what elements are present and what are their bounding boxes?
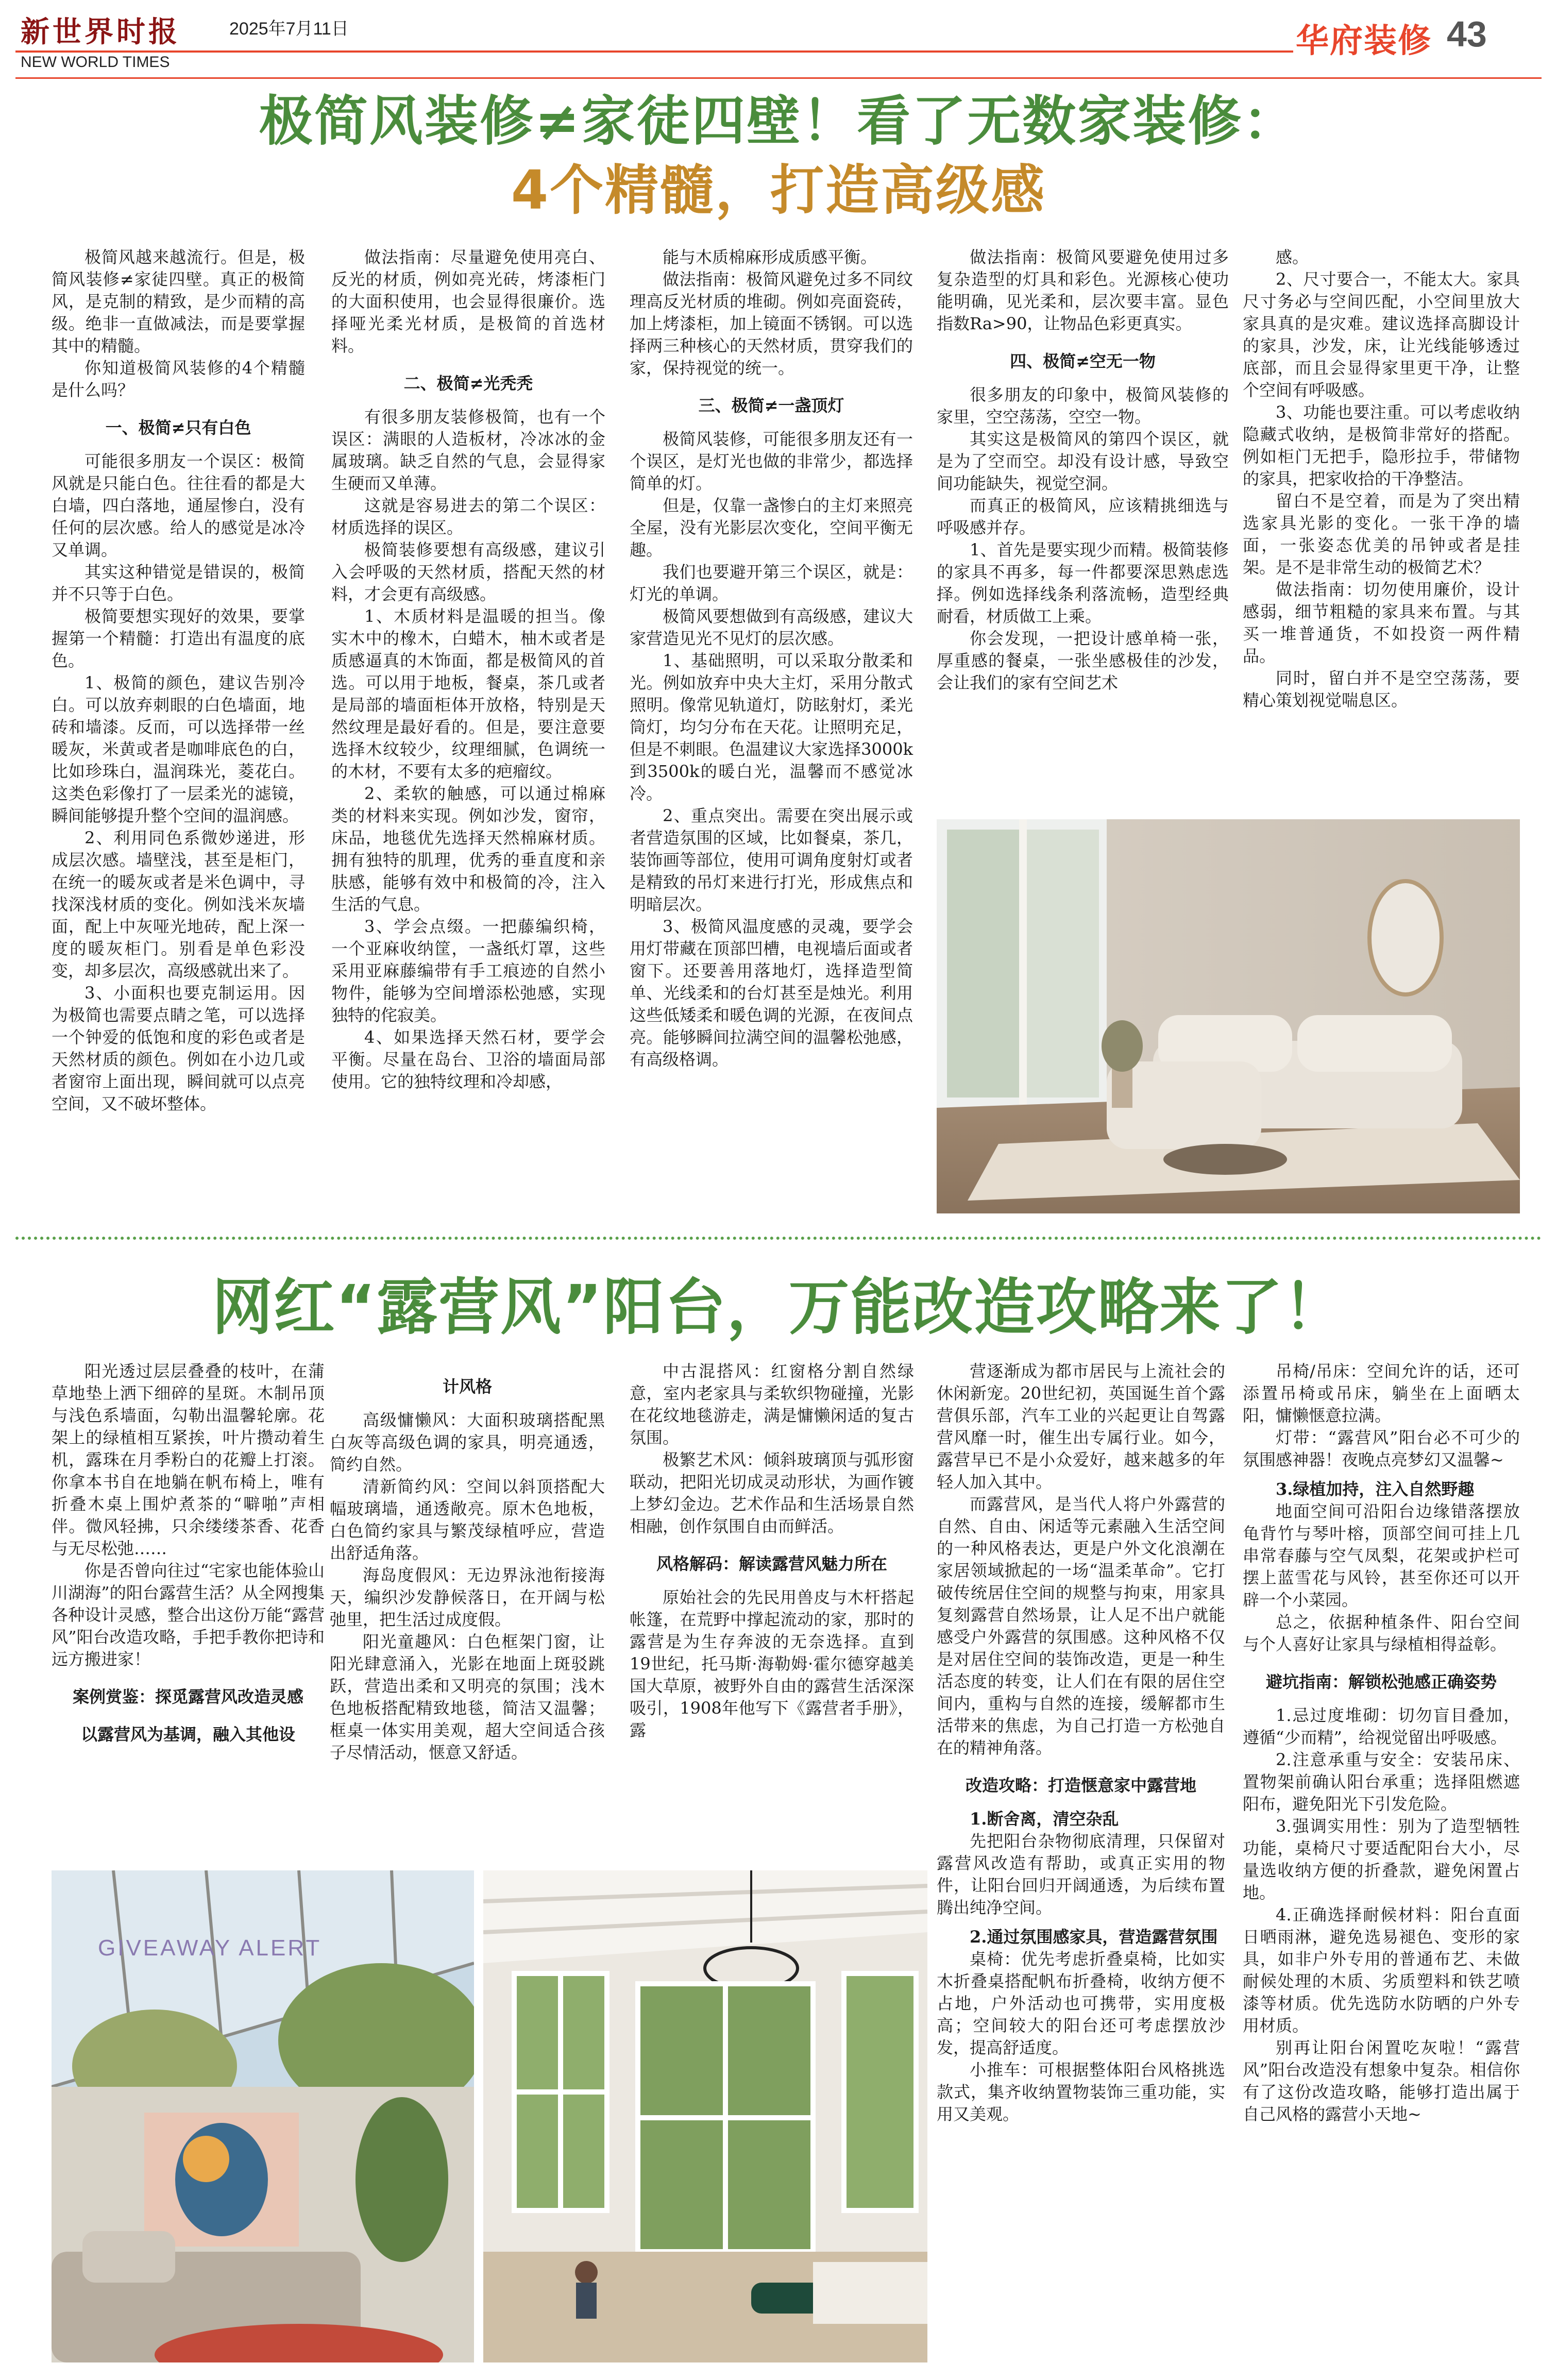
sunroom-kids-photo bbox=[483, 1870, 927, 2362]
paragraph: 极简风要想做到有高级感，建议大家营造见光不见灯的层次感。 bbox=[630, 606, 913, 648]
paragraph: 4.正确选择耐候材料：阳台直面日晒雨淋，避免选易褪色、变形的家具，如非户外专用的普通布艺、未做耐候处理的木质、劣质塑料和铁艺喷漆等材质。优先选防水防晒的户外专用材质。 bbox=[1243, 1905, 1520, 2035]
living-room-photo bbox=[937, 819, 1520, 1213]
paragraph: 地面空间可沿阳台边缘错落摆放龟背竹与琴叶榕，顶部空间可挂上几串常春藤与空气凤梨，花架或护栏可摆上蓝雪花与风铃，甚至你还可以开辟一个小菜园。 bbox=[1243, 1501, 1520, 1610]
paragraph: 1、极简的颜色，建议告别冷白。可以放弃刺眼的白色墙面，地砖和墙漆。反而，可以选择带一丝暖灰，米黄或者是咖啡底色的白，比如珍珠白，温润珠光，菱花白。这类色彩像打了一层柔光的滤镜，瞬间能够提升整个空间的温润感。 bbox=[52, 673, 305, 825]
article1-headline-line2: 4个精髓，打造高级感 bbox=[511, 159, 1046, 222]
article1-column-1 bbox=[52, 246, 305, 1115]
subheading: 一、极简≠只有白色 bbox=[105, 418, 251, 437]
paragraph: 很多朋友的印象中，极简风装修的家里，空空荡荡，空空一物。 bbox=[937, 385, 1229, 427]
header-rule bbox=[15, 50, 1293, 53]
header-rule-lower bbox=[15, 77, 1542, 79]
page-number: 43 bbox=[1447, 14, 1487, 54]
article2-column-5 bbox=[1243, 1360, 1520, 2125]
numbered-subheading: 1.断舍离，清空杂乱 bbox=[970, 1809, 1119, 1829]
paragraph: 而露营风，是当代人将户外露营的自然、自由、闲适等元素融入生活空间的一种风格表达，更是户外文化浪潮在家居领域掀起的一场“温柔革命”。它打破传统居住空间的规整与拘束，用家具复刻露营自然场景，让人足不出户就能感受户外露营的氛围感。这种风格不仅是对居住空间的装饰改造，更是一种生活态度的转变，让人们在有限的居住空间内，重构与自然的连接，缓解都市生活带来的焦虑，为自己打造一方松弛自在的精神角落。 bbox=[937, 1494, 1225, 1758]
paragraph: 1、木质材料是温暖的担当。像实木中的橡木，白蜡木，柚木或者是质感逼真的木饰面，都是极简风的首选。可以用于地板，餐桌，茶几或者是局部的墙面柜体开放格，特别是天然纹理是最好看的。但是，要注意要选择木纹较少，纹理细腻，色调统一的木材，不要有太多的疤瘤纹。 bbox=[331, 606, 605, 781]
subheading: 避坑指南：解锁松弛感正确姿势 bbox=[1265, 1672, 1497, 1692]
subheading: 改造攻略：打造惬意家中露营地 bbox=[965, 1776, 1196, 1795]
masthead-english: NEW WORLD TIMES bbox=[21, 54, 170, 71]
paragraph: 极繁艺术风：倾斜玻璃顶与弧形窗联动，把阳光切成灵动形状，为画作镀上梦幻金边。艺术作品和生活场景自然相融，创作氛围自由而鲜活。 bbox=[630, 1450, 914, 1536]
paragraph: 其实这是极简风的第四个误区，就是为了空而空。却没有设计感，导致空间功能缺失，视觉空洞。 bbox=[937, 429, 1229, 493]
subheading: 四、极简≠空无一物 bbox=[1010, 351, 1156, 371]
paragraph: 2、重点突出。需要在突出展示或者营造氛围的区域，比如餐桌，茶几，装饰画等部位，使用可调角度射灯或者是精致的吊灯来进行打光，形成焦点和明暗层次。 bbox=[630, 806, 913, 914]
paragraph: 这就是容易进去的第二个误区：材质选择的误区。 bbox=[331, 496, 605, 537]
giveaway-overlay-text: GIVEAWAY ALERT bbox=[98, 1935, 322, 1961]
article2-column-4 bbox=[937, 1360, 1225, 2125]
subheading: 三、极简≠一盏顶灯 bbox=[698, 396, 844, 415]
section-title: 华府装修 bbox=[1296, 22, 1432, 60]
paragraph: 小推车：可根据整体阳台风格挑选款式，集齐收纳置物装饰三重功能，实用又美观。 bbox=[937, 2060, 1225, 2124]
paragraph: 你会发现，一把设计感单椅一张，厚重感的餐桌，一张坐感极佳的沙发，会让我们的家有空间艺术 bbox=[937, 629, 1229, 693]
article1-column-3 bbox=[630, 246, 913, 1071]
paragraph: 原始社会的先民用兽皮与木杆搭起帐篷，在荒野中撑起流动的家，那时的露营是为生存奔波的无奈选择。直到19世纪，托马斯·海勒姆·霍尔德穿越美国大草原，被野外自由的露营生活深深吸引，1908年他写下《露营者手册》，露 bbox=[630, 1588, 914, 1740]
paragraph: 吊椅/吊床：空间允许的话，还可添置吊椅或吊床，躺坐在上面晒太阳，慵懒惬意拉满。 bbox=[1243, 1361, 1520, 1425]
paragraph: 可能很多朋友一个误区：极简风就是只能白色。往往看的都是大白墙，四白落地，通屋惨白，没有任何的层次感。给人的感觉是冰冷又单调。 bbox=[52, 451, 305, 560]
article1-headline-line1: 极简风装修≠家徒四壁！看了无数家装修： bbox=[259, 90, 1298, 153]
paragraph: 中古混搭风：红窗格分割自然绿意，室内老家具与柔软织物碰撞，光影在花纹地毯游走，满是慵懒闲适的复古氛围。 bbox=[630, 1361, 914, 1447]
article1-column-5 bbox=[1243, 246, 1520, 712]
article1-headline bbox=[15, 87, 1542, 225]
paragraph: 2、柔软的触感，可以通过棉麻类的材料来实现。例如沙发，窗帘，床品，地毯优先选择天然棉麻材质。拥有独特的肌理，优秀的垂直度和亲肤感，能够有效中和极简的冷，注入生活的气息。 bbox=[331, 784, 605, 914]
paragraph: 1.忌过度堆砌：切勿盲目叠加，遵循“少而精”，给视觉留出呼吸感。 bbox=[1243, 1706, 1520, 1747]
article2-column-2 bbox=[330, 1360, 605, 1764]
paragraph: 阳光透过层层叠叠的枝叶，在蒲草地垫上洒下细碎的星斑。木制吊顶与浅色系墙面，勾勒出温馨轮廓。花架上的绿植相互紧挨，叶片攒动着生机，露珠在月季粉白的花瓣上打滚。你拿本书自在地躺在帆布椅上，唯有折叠木桌上围炉煮茶的“噼啪”声相伴。微风轻拂，只余缕缕茶香、花香与无尽松弛…… bbox=[52, 1361, 325, 1558]
article1-column-2 bbox=[331, 246, 605, 1093]
paragraph: 能与木质棉麻形成质感平衡。 bbox=[663, 247, 877, 267]
paragraph: 4、如果选择天然石材，要学会平衡。尽量在岛台、卫浴的墙面局部使用。它的独特纹理和冷却感， bbox=[331, 1027, 605, 1091]
paragraph: 但是，仅靠一盏惨白的主灯来照亮全屋，没有光影层次变化，空间平衡无趣。 bbox=[630, 496, 913, 560]
numbered-subheading: 2.通过氛围感家具，营造露营氛围 bbox=[970, 1927, 1218, 1947]
paragraph: 留白不是空着，而是为了突出精选家具光影的变化。一张干净的墙面，一张姿态优美的吊钟或者是挂架。是不是非常生动的极简艺术？ bbox=[1243, 491, 1520, 577]
paragraph: 我们也要避开第三个误区，就是：灯光的单调。 bbox=[630, 562, 913, 604]
paragraph: 做法指南：极简风要避免使用过多复杂造型的灯具和彩色。光源核心使功能明确，见光柔和，层次要丰富。显色指数Ra>90，让物品色彩更真实。 bbox=[937, 247, 1229, 333]
paragraph: 而真正的极简风，应该精挑细选与呼吸感并存。 bbox=[937, 496, 1229, 537]
paragraph: 极简要想实现好的效果，要掌握第一个精髓：打造出有温度的底色。 bbox=[52, 606, 305, 670]
sunroom-photo bbox=[52, 1870, 474, 2362]
paragraph: 2、利用同色系微妙递进，形成层次感。墙壁浅，甚至是柜门，在统一的暖灰或者是米色调中，寻找深浅材质的变化。例如浅米灰墙面，配上中灰哑光地砖，配上深一度的暖灰柜门。别看是单色彩没变，却多层次，高级感就出来了。 bbox=[52, 828, 305, 981]
paragraph: 灯带：“露营风”阳台必不可少的氛围感神器！夜晚点亮梦幻又温馨~ bbox=[1243, 1428, 1520, 1470]
paragraph: 极简风越来越流行。但是，极简风装修≠家徒四壁。真正的极简风，是克制的精致，是少而精的高级。绝非一直做减法，而是要掌握其中的精髓。 bbox=[52, 247, 305, 356]
paragraph: 其实这种错觉是错误的，极简并不只等于白色。 bbox=[52, 562, 305, 604]
paragraph: 3、极简风温度感的灵魂，要学会用灯带藏在顶部凹槽，电视墙后面或者窗下。还要善用落地灯，选择造型简单、光线柔和的台灯甚至是烛光。利用这些低矮柔和暖色调的光源，在夜间点亮。能够瞬间拉满空间的温馨松弛感，有高级格调。 bbox=[630, 917, 913, 1069]
paragraph: 1、基础照明，可以采取分散柔和光。例如放弃中央大主灯，采用分散式照明。像常见轨道灯，防眩射灯，柔光筒灯，均匀分布在天花。让照明充足，但是不刺眼。色温建议大家选择3000k到3500k的暖白光，温馨而不感觉冰冷。 bbox=[630, 651, 913, 803]
subheading: 风格解码：解读露营风魅力所在 bbox=[656, 1554, 887, 1574]
paragraph: 感。 bbox=[1276, 247, 1309, 267]
paragraph: 3、小面积也要克制运用。因为极简也需要点睛之笔，可以选择一个钟爱的低饱和度的彩色或者是天然材质的颜色。例如在小边几或者窗帘上面出现，瞬间就可以点亮空间，又不破坏整体。 bbox=[52, 983, 305, 1113]
paragraph: 做法指南：极简风避免过多不同纹理高反光材质的堆砌。例如亮面瓷砖，加上烤漆柜，加上镜面不锈钢。可以选择两三种核心的天然材质，贯穿我们的家，保持视觉的统一。 bbox=[630, 269, 913, 378]
section-divider bbox=[15, 1237, 1542, 1240]
paragraph: 你知道极简风装修的4个精髓是什么吗？ bbox=[52, 358, 305, 400]
subheading: 计风格 bbox=[442, 1377, 492, 1396]
paragraph: 总之，依据种植条件、阳台空间与个人喜好让家具与绿植相得益彰。 bbox=[1243, 1612, 1520, 1654]
paragraph: 桌椅：优先考虑折叠桌椅，比如实木折叠桌搭配帆布折叠椅，收纳方便不占地，户外活动也可携带，实用度极高；空间较大的阳台还可考虑摆放沙发，提高舒适度。 bbox=[937, 1949, 1225, 2057]
paragraph: 极简风装修，可能很多朋友还有一个误区，是灯光也做的非常少，都选择简单的灯。 bbox=[630, 429, 913, 493]
paragraph: 营逐渐成为都市居民与上流社会的休闲新宠。20世纪初，英国诞生首个露营俱乐部，汽车工业的兴起更让自驾露营风靡一时，催生出专属行业。如今，露营早已不是小众爱好，越来越多的年轻人加入其中。 bbox=[937, 1361, 1225, 1492]
article2-column-3 bbox=[630, 1360, 914, 1742]
subheading: 二、极简≠光秃秃 bbox=[403, 374, 533, 393]
paragraph: 别再让阳台闲置吃灰啦！“露营风”阳台改造没有想象中复杂。相信你有了这份改造攻略，能够打造出属于自己风格的露营小天地~ bbox=[1243, 2038, 1520, 2124]
subheading: 以露营风为基调，融入其他设 bbox=[80, 1725, 295, 1744]
masthead: 新世界时报 bbox=[21, 15, 180, 49]
paragraph: 1、首先是要实现少而精。极简装修的家具不再多，每一件都要深思熟虑选择。例如选择线条利落流畅，造型经典耐看，材质做工上乘。 bbox=[937, 540, 1229, 626]
paragraph: 你是否曾向往过“宅家也能体验山川湖海”的阳台露营生活？从全网搜集各种设计灵感，整合出这份万能“露营风”阳台改造攻略，手把手教你把诗和远方搬进家！ bbox=[52, 1561, 325, 1669]
paragraph: 有很多朋友装修极简，也有一个误区：满眼的人造板材，冷冰冰的金属玻璃。缺乏自然的气息，会显得家生硬而又单薄。 bbox=[331, 407, 605, 493]
numbered-subheading: 3.绿植加持，注入自然野趣 bbox=[1276, 1479, 1475, 1499]
paragraph: 2、尺寸要合一，不能太大。家具尺寸务必与空间匹配，小空间里放大家具真的是灾难。建议选择高脚设计的家具，沙发，床，让光线能够透过底部，而且会显得家里更干净，让整个空间有呼吸感。 bbox=[1243, 269, 1520, 400]
article2-column-1 bbox=[52, 1360, 325, 1757]
paragraph: 海岛度假风：无边界泳池衔接海天，编织沙发静候落日，在开阔与松弛里，把生活过成度假。 bbox=[330, 1565, 605, 1629]
paragraph: 清新简约风：空间以斜顶搭配大幅玻璃墙，通透敞亮。原木色地板，白色简约家具与繁茂绿植呼应，营造出舒适角落。 bbox=[330, 1477, 605, 1563]
paragraph: 阳光童趣风：白色框架门窗，让阳光肆意涌入，光影在地面上斑驳跳跃，营造出柔和又明亮的氛围；浅木色地板搭配精致地毯，简洁又温馨；框桌一体实用美观，超大空间适合孩子尽情活动，惬意又舒适。 bbox=[330, 1632, 605, 1762]
paragraph: 3.强调实用性：别为了造型牺牲功能，桌椅尺寸要适配阳台大小，尽量选收纳方便的折叠款，避免闲置占地。 bbox=[1243, 1816, 1520, 1902]
paragraph: 做法指南：尽量避免使用亮白、反光的材质，例如亮光砖，烤漆柜门的大面积使用，也会显得很廉价。选择哑光柔光材质，是极简的首选材料。 bbox=[331, 247, 605, 356]
paragraph: 2.注意承重与安全：安装吊床、置物架前确认阳台承重；选择阻燃遮阳布，避免阳光下引发危险。 bbox=[1243, 1750, 1520, 1814]
paragraph: 3、学会点缀。一把藤编织椅，一个亚麻收纳筐，一盏纸灯罩，这些采用亚麻藤编带有手工痕迹的自然小物件，能够为空间增添松弛感，实现独特的侘寂美。 bbox=[331, 917, 605, 1025]
paragraph: 同时，留白并不是空空荡荡，要精心策划视觉喘息区。 bbox=[1243, 668, 1520, 710]
issue-date: 2025年7月11日 bbox=[229, 19, 349, 39]
paragraph: 先把阳台杂物彻底清理，只保留对露营风改造有帮助，或真正实用的物件，让阳台回归开阔通透，为后续布置腾出纯净空间。 bbox=[937, 1831, 1225, 1917]
article2-headline: 网红“露营风”阳台，万能改造攻略来了！ bbox=[212, 1272, 1345, 1343]
paragraph: 高级慵懒风：大面积玻璃搭配黑白灰等高级色调的家具，明亮通透，简约自然。 bbox=[330, 1410, 605, 1474]
paragraph: 极简装修要想有高级感，建议引入会呼吸的天然材质，搭配天然的材料，才会更有高级感。 bbox=[331, 540, 605, 604]
subheading: 案例赏鉴：探觅露营风改造灵感 bbox=[72, 1687, 303, 1707]
paragraph: 3、功能也要注重。可以考虑收纳隐藏式收纳，是极简非常好的搭配。例如柜门无把手，隐形拉手，带储物的家具，把家收拾的干净整洁。 bbox=[1243, 402, 1520, 488]
paragraph: 做法指南：切勿使用廉价，设计感弱，细节粗糙的家具来布置。与其买一堆普通货，不如投资一两件精品。 bbox=[1243, 580, 1520, 666]
article1-column-4 bbox=[937, 246, 1229, 694]
